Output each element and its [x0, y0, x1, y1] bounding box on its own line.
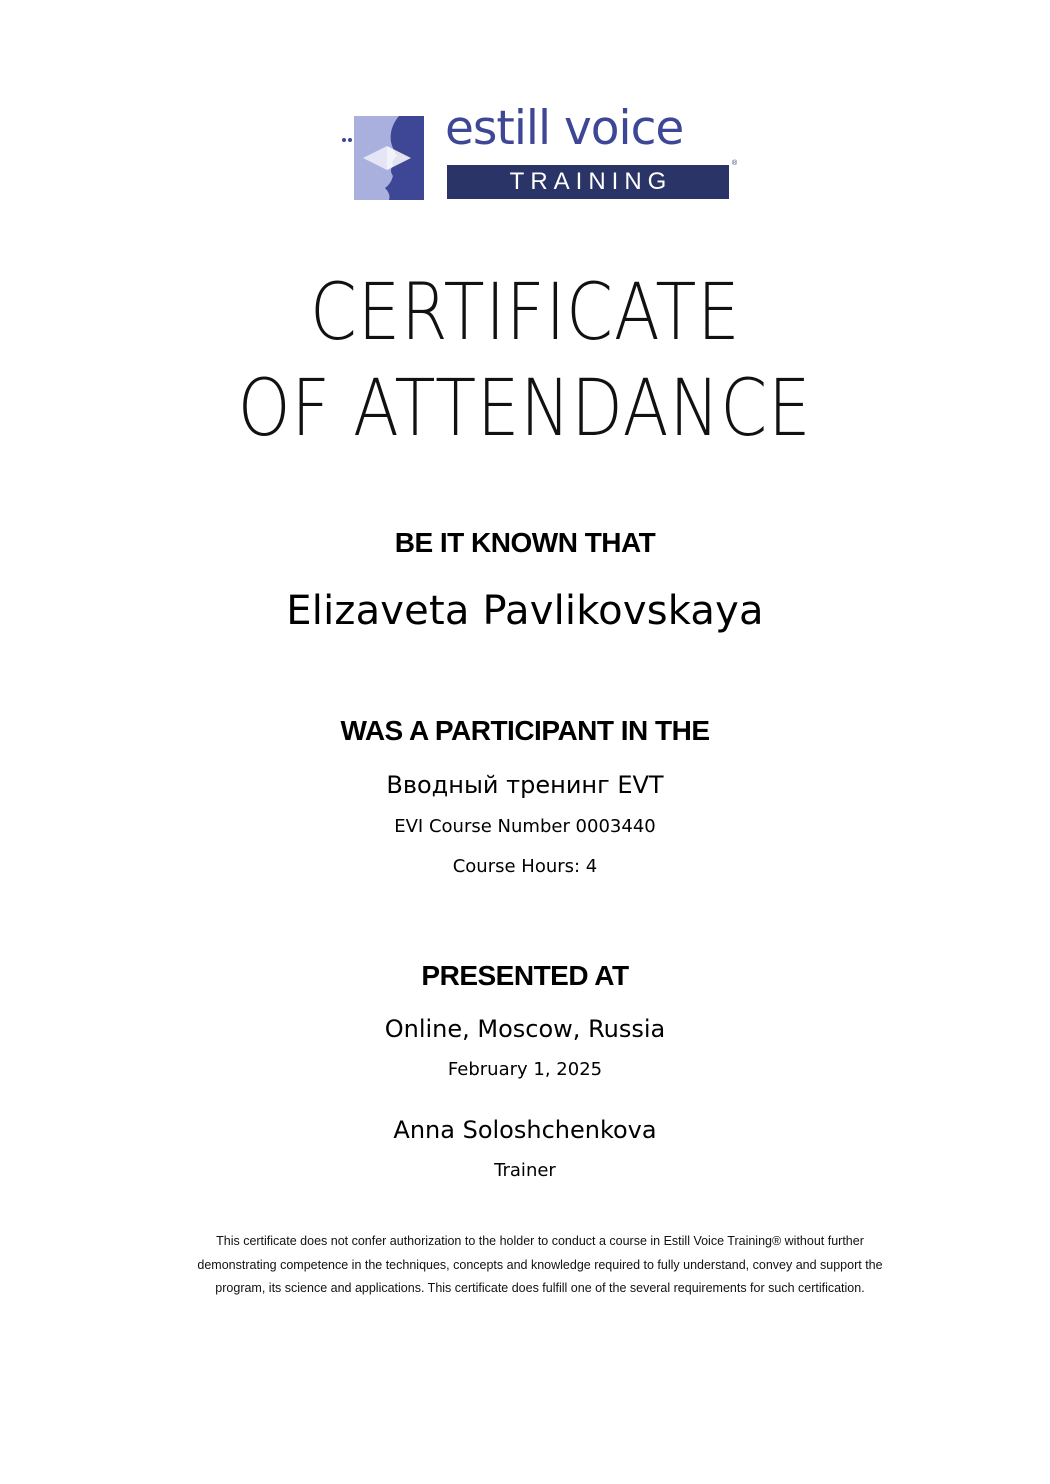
estill-voice-training-logo — [341, 101, 741, 202]
logo-wordmark: estill voice — [445, 101, 684, 156]
trainer-name: Anna Soloshchenkova — [393, 1116, 657, 1144]
course-name: Вводный тренинг EVT — [386, 771, 664, 799]
registered-mark: ® — [732, 160, 738, 167]
certification-disclaimer: This certificate does not confer authorization to the holder to conduct a course in Estill Voice Training® without further demonstrating competence in the techniques, concepts and knowledge required to fully understand, convey and support the program, its science and applications. This certificate does fulfill one of the several requirements for such certification. — [197, 1234, 883, 1295]
course-hours: Course Hours: 4 — [452, 856, 598, 877]
course-location: Online, Moscow, Russia — [384, 1015, 666, 1043]
certificate-title-line-2 — [0, 364, 1050, 454]
title-line-2-text: OF ATTENDANCE — [238, 364, 812, 454]
course-number: EVI Course Number 0003440 — [394, 816, 656, 837]
course-date: February 1, 2025 — [447, 1059, 603, 1080]
title-line-1-text: CERTIFICATE — [309, 268, 741, 358]
trainer-role: Trainer — [494, 1160, 556, 1181]
voice-profile-icon — [341, 116, 425, 200]
known-heading: BE IT KNOWN THAT — [394, 527, 656, 558]
recipient-name: Elizaveta Pavlikovskaya — [286, 588, 764, 634]
logo-subtitle-bar: TRAINING — [447, 165, 729, 199]
participant-heading: WAS A PARTICIPANT IN THE — [340, 715, 710, 746]
certificate-title-line-1 — [0, 268, 1050, 358]
presented-heading: PRESENTED AT — [421, 960, 629, 991]
